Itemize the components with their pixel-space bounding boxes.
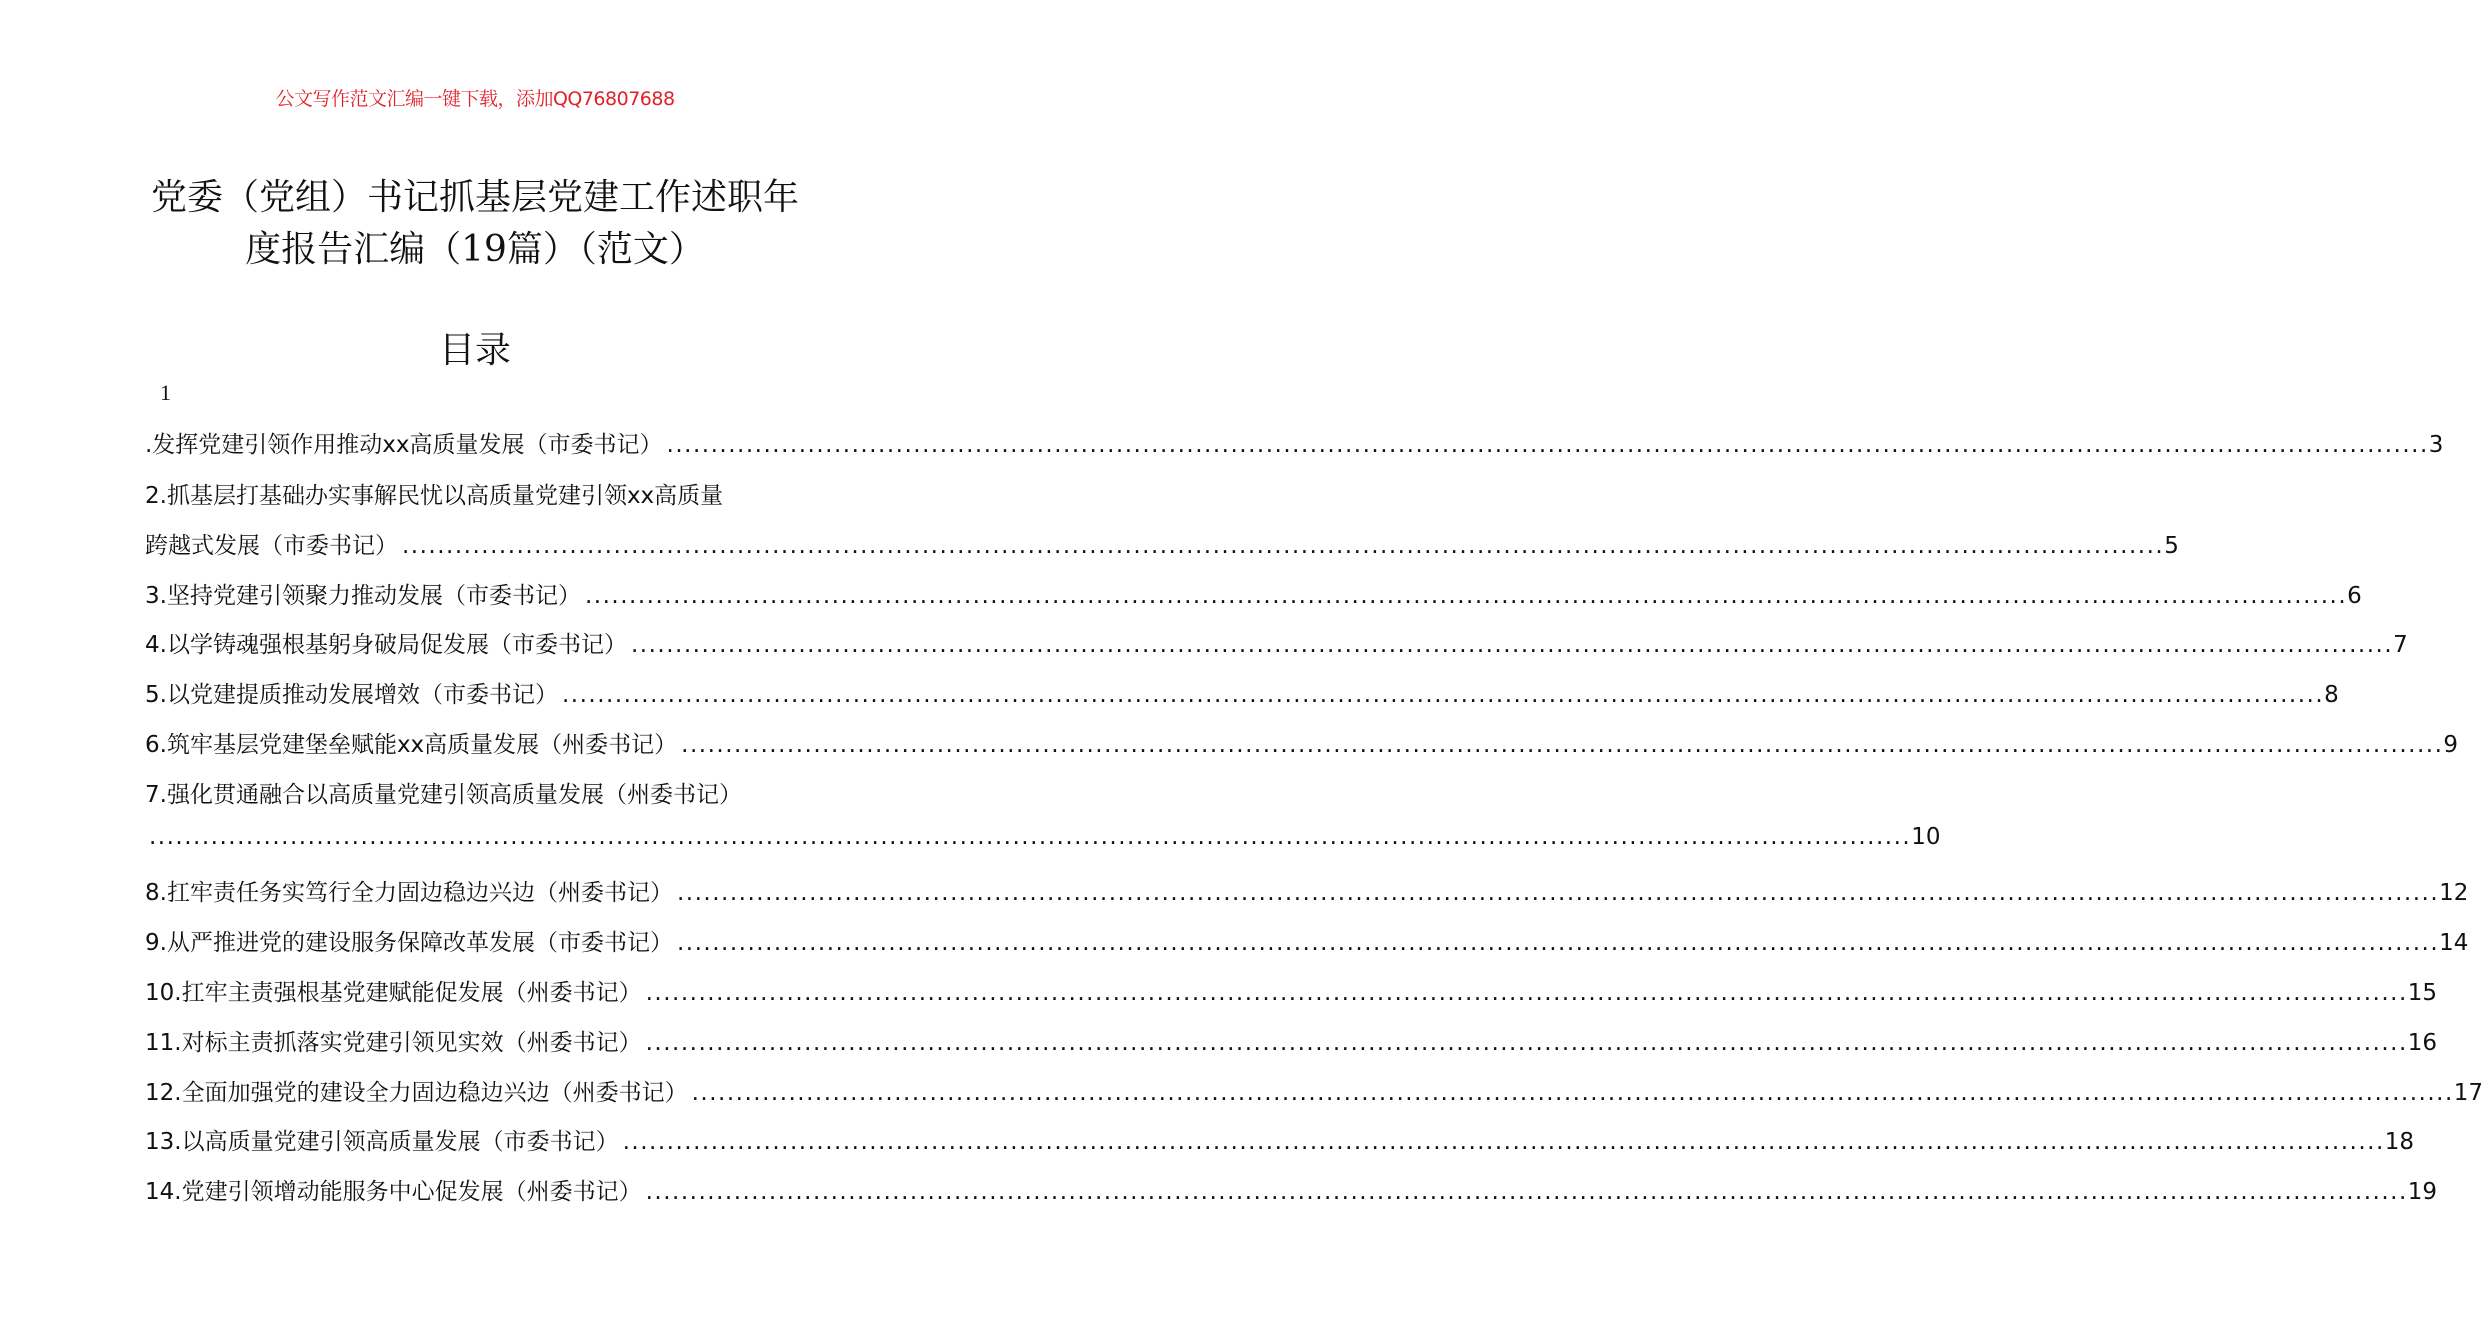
- toc-entry-title: 3.坚持党建引领聚力推动发展（市委书记）: [145, 583, 581, 609]
- toc-entry-title: 跨越式发展（市委书记）: [145, 533, 398, 559]
- dot-leader: ........................................................................................................................................................................................................: [676, 930, 2440, 956]
- dot-leader: ........................................................................................................................................................................................................: [622, 1129, 2385, 1155]
- toc-entry-continuation[interactable]: [145, 527, 2179, 561]
- toc-entry[interactable]: [145, 1123, 2415, 1157]
- toc-entry-title: 4.以学铸魂强根基躬身破局促发展（市委书记）: [145, 632, 627, 658]
- dot-leader: ........................................................................................................................................................................................................: [645, 1030, 2408, 1056]
- dot-leader: ........................................................................................................................................................................................................: [691, 1080, 2454, 1106]
- dot-leader: ........................................................................................................................................................................................................: [584, 583, 2348, 609]
- document-title: [0, 172, 950, 276]
- download-banner-link[interactable]: 公文写作范文汇编一键下载，添加QQ76807688: [275, 88, 675, 110]
- toc-entry[interactable]: [145, 776, 806, 810]
- toc-page-number: 7: [2393, 632, 2408, 658]
- toc-page-number: 5: [2164, 533, 2179, 559]
- toc-page-number: 8: [2324, 682, 2339, 708]
- toc-page-number: 10: [1911, 824, 1941, 850]
- toc-entry[interactable]: [145, 1074, 2483, 1108]
- toc-page-number: 12: [2439, 880, 2469, 906]
- toc-page-number: 3: [2428, 432, 2444, 458]
- toc-entry[interactable]: [145, 726, 2459, 760]
- toc-entry-continuation[interactable]: [145, 824, 1941, 858]
- toc-entry[interactable]: [145, 1173, 2438, 1207]
- toc-entry[interactable]: [145, 676, 2339, 710]
- toc-entry-title: 2.抓基层打基础办实事解民忧以高质量党建引领xx高质量: [145, 483, 724, 509]
- toc-entry-title: 9.从严推进党的建设服务保障改革发展（市委书记）: [145, 930, 673, 956]
- toc-entry-title: 6.筑牢基层党建堡垒赋能xx高质量发展（州委书记）: [145, 732, 678, 758]
- toc-entry[interactable]: [145, 874, 2469, 908]
- toc-first-number: 1: [160, 380, 171, 405]
- toc-entry-title: 14.党建引领增动能服务中心促发展（州委书记）: [145, 1179, 642, 1205]
- toc-page-number: 9: [2443, 732, 2459, 758]
- dot-leader: ........................................................................................................................................................................................................: [645, 1179, 2408, 1205]
- toc-entry-title: 8.扛牢责任务实笃行全力固边稳边兴边（州委书记）: [145, 880, 673, 906]
- dot-leader: ........................................................................................................................................................................................................: [402, 533, 2165, 559]
- dot-leader: ........................................................................................................................................................................................................: [676, 880, 2440, 906]
- dot-leader: ........................................................................................................................................................................................................: [645, 980, 2408, 1006]
- toc-page-number: 18: [2384, 1129, 2415, 1155]
- dot-leader: ........................................................................................................................................................................................................: [681, 732, 2444, 758]
- dot-leader: ........................................................................................................................................................................................................: [630, 632, 2394, 658]
- toc-page-number: 19: [2407, 1179, 2438, 1205]
- toc-entry-title: 13.以高质量党建引领高质量发展（市委书记）: [145, 1129, 619, 1155]
- toc-entry[interactable]: [145, 1024, 2438, 1058]
- toc-entry-title: 7.强化贯通融合以高质量党建引领高质量发展（州委书记）: [145, 782, 742, 808]
- title-count: 19: [461, 229, 507, 270]
- toc-page-number: 17: [2453, 1080, 2483, 1106]
- toc-entry[interactable]: [145, 974, 2438, 1008]
- title-line-1: 党委（党组）书记抓基层党建工作述职年: [150, 177, 799, 218]
- title-line-2: [0, 224, 950, 276]
- toc-entry-title: .发挥党建引领作用推动xx高质量发展（市委书记）: [145, 432, 663, 458]
- toc-entry-title: 10.扛牢主责强根基党建赋能促发展（州委书记）: [145, 980, 642, 1006]
- dot-leader: ........................................................................................................................................................................................................: [149, 824, 1912, 850]
- toc-page-number: 14: [2439, 930, 2469, 956]
- toc-entry[interactable]: [145, 477, 806, 511]
- toc-entry[interactable]: [145, 577, 2362, 611]
- toc-entry[interactable]: [145, 626, 2408, 660]
- toc-page-number: 16: [2407, 1030, 2438, 1056]
- title-line-2-post: 篇）（范文）: [506, 229, 705, 270]
- dot-leader: ........................................................................................................................................................................................................: [561, 682, 2325, 708]
- toc-entry[interactable]: [145, 426, 2444, 460]
- toc-entry[interactable]: [145, 924, 2469, 958]
- toc-page-number: 6: [2347, 583, 2362, 609]
- toc-entry-title: 12.全面加强党的建设全力固边稳边兴边（州委书记）: [145, 1080, 688, 1106]
- title-line-2-pre: 度报告汇编（: [245, 229, 462, 270]
- toc-entry-title: 5.以党建提质推动发展增效（市委书记）: [145, 682, 558, 708]
- toc-page-number: 15: [2407, 980, 2438, 1006]
- toc-entry-title: 11.对标主责抓落实党建引领见实效（州委书记）: [145, 1030, 642, 1056]
- toc-heading: 目录: [438, 330, 511, 371]
- dot-leader: ........................................................................................................................................................................................................: [666, 432, 2429, 458]
